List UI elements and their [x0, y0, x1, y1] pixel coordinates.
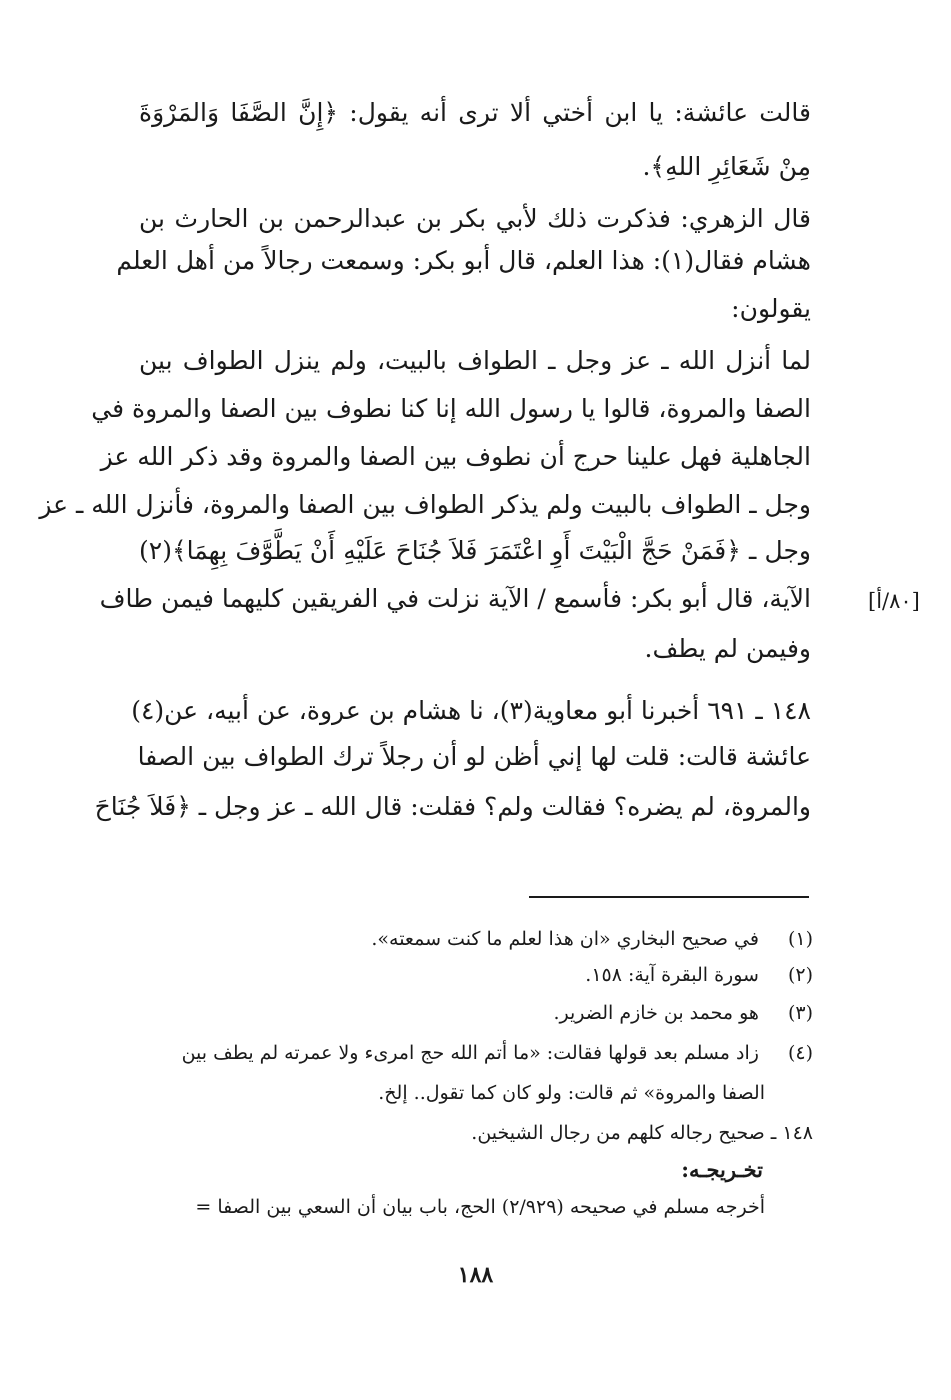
text-line: الآية، قال أبو بكر: فأسمع / الآية نزلت في الفريقين كليهما فيمن طاف — [99, 584, 811, 613]
footnote — [133, 962, 813, 988]
footnote-text: في صحيح البخاري «ان هذا لعلم ما كنت سمعته». — [371, 928, 759, 950]
text-line: يقولون: — [731, 294, 811, 323]
footnote-number: (٢) — [787, 964, 813, 986]
footnote — [133, 1000, 813, 1026]
text-line: مِنْ شَعَائِرِ اللهِ﴾. — [642, 152, 811, 181]
text-line: وفيمن لم يطف. — [644, 634, 811, 663]
page-number: ١٨٨ — [457, 1262, 494, 1288]
takhrij-text: أخرجه مسلم في صحيحه (٢/٩٢٩) الحج، باب بيان أن السعي بين الصفا = — [195, 1196, 765, 1218]
text-line: قالت عائشة: يا ابن أختي ألا ترى أنه يقول: ﴿إِنَّ الصَّفَا وَالمَرْوَةَ — [139, 98, 811, 127]
footnote-number: (٤) — [787, 1042, 813, 1064]
footnote-text: هو محمد بن خازم الضرير. — [553, 1002, 759, 1024]
footnote — [133, 1040, 813, 1066]
footnote-continuation: الصفا والمروة» ثم قالت: ولو كان كما تقول.. إلخ. — [378, 1082, 765, 1104]
footnote-number: (١) — [787, 928, 813, 950]
footnote-text: زاد مسلم بعد قولها فقالت: «ما أتم الله حج امرىء ولا عمرته لم يطف بين — [181, 1042, 759, 1064]
text-line: وجل ـ ﴿فَمَنْ حَجَّ الْبَيْتَ أَوِ اعْتَمَرَ فَلاَ جُنَاحَ عَلَيْهِ أَنْ يَطَّوَّفَ بِهِمَا﴾(٢) — [139, 536, 811, 565]
text-line: وجل ـ الطواف بالبيت ولم يذكر الطواف بين الصفا والمروة، فأنزل الله ـ عز — [39, 490, 811, 519]
footnote-text: سورة البقرة آية: ١٥٨. — [585, 964, 759, 986]
text-line: هشام فقال(١): هذا العلم، قال أبو بكر: وسمعت رجالاً من أهل العلم — [116, 246, 811, 275]
hadith-number-line: ١٤٨ ـ ٦٩١ أخبرنا أبو معاوية(٣)، نا هشام بن عروة، عن أبيه، عن(٤) — [131, 696, 811, 725]
takhrij-heading: تخـريجـه: — [681, 1157, 763, 1182]
hadith-grading: ١٤٨ ـ صحيح رجاله كلهم من رجال الشيخين. — [471, 1122, 813, 1144]
text-line: لما أنزل الله ـ عز وجل ـ الطواف بالبيت، ولم ينزل الطواف بين — [139, 346, 811, 375]
text-line: الجاهلية فهل علينا حرج أن نطوف بين الصفا والمروة وقد ذكر الله عز — [100, 442, 811, 471]
text-line: والمروة، لم يضره؟ فقالت ولم؟ فقلت: قال الله ـ عز وجل ـ ﴿فَلاَ جُنَاحَ — [94, 792, 811, 821]
text-line: عائشة قالت: قلت لها إني أظن لو أن رجلاً ترك الطواف بين الصفا — [137, 742, 811, 771]
footnote-separator — [529, 896, 809, 898]
footnote — [133, 926, 813, 952]
footnote-number: (٣) — [787, 1002, 813, 1024]
text-line: قال الزهري: فذكرت ذلك لأبي بكر بن عبدالرحمن بن الحارث بن — [139, 204, 811, 233]
manuscript-folio-marker: [٨٠/أ] — [868, 589, 920, 613]
text-line: الصفا والمروة، قالوا يا رسول الله إنا كنا نطوف بين الصفا والمروة في — [91, 394, 811, 423]
